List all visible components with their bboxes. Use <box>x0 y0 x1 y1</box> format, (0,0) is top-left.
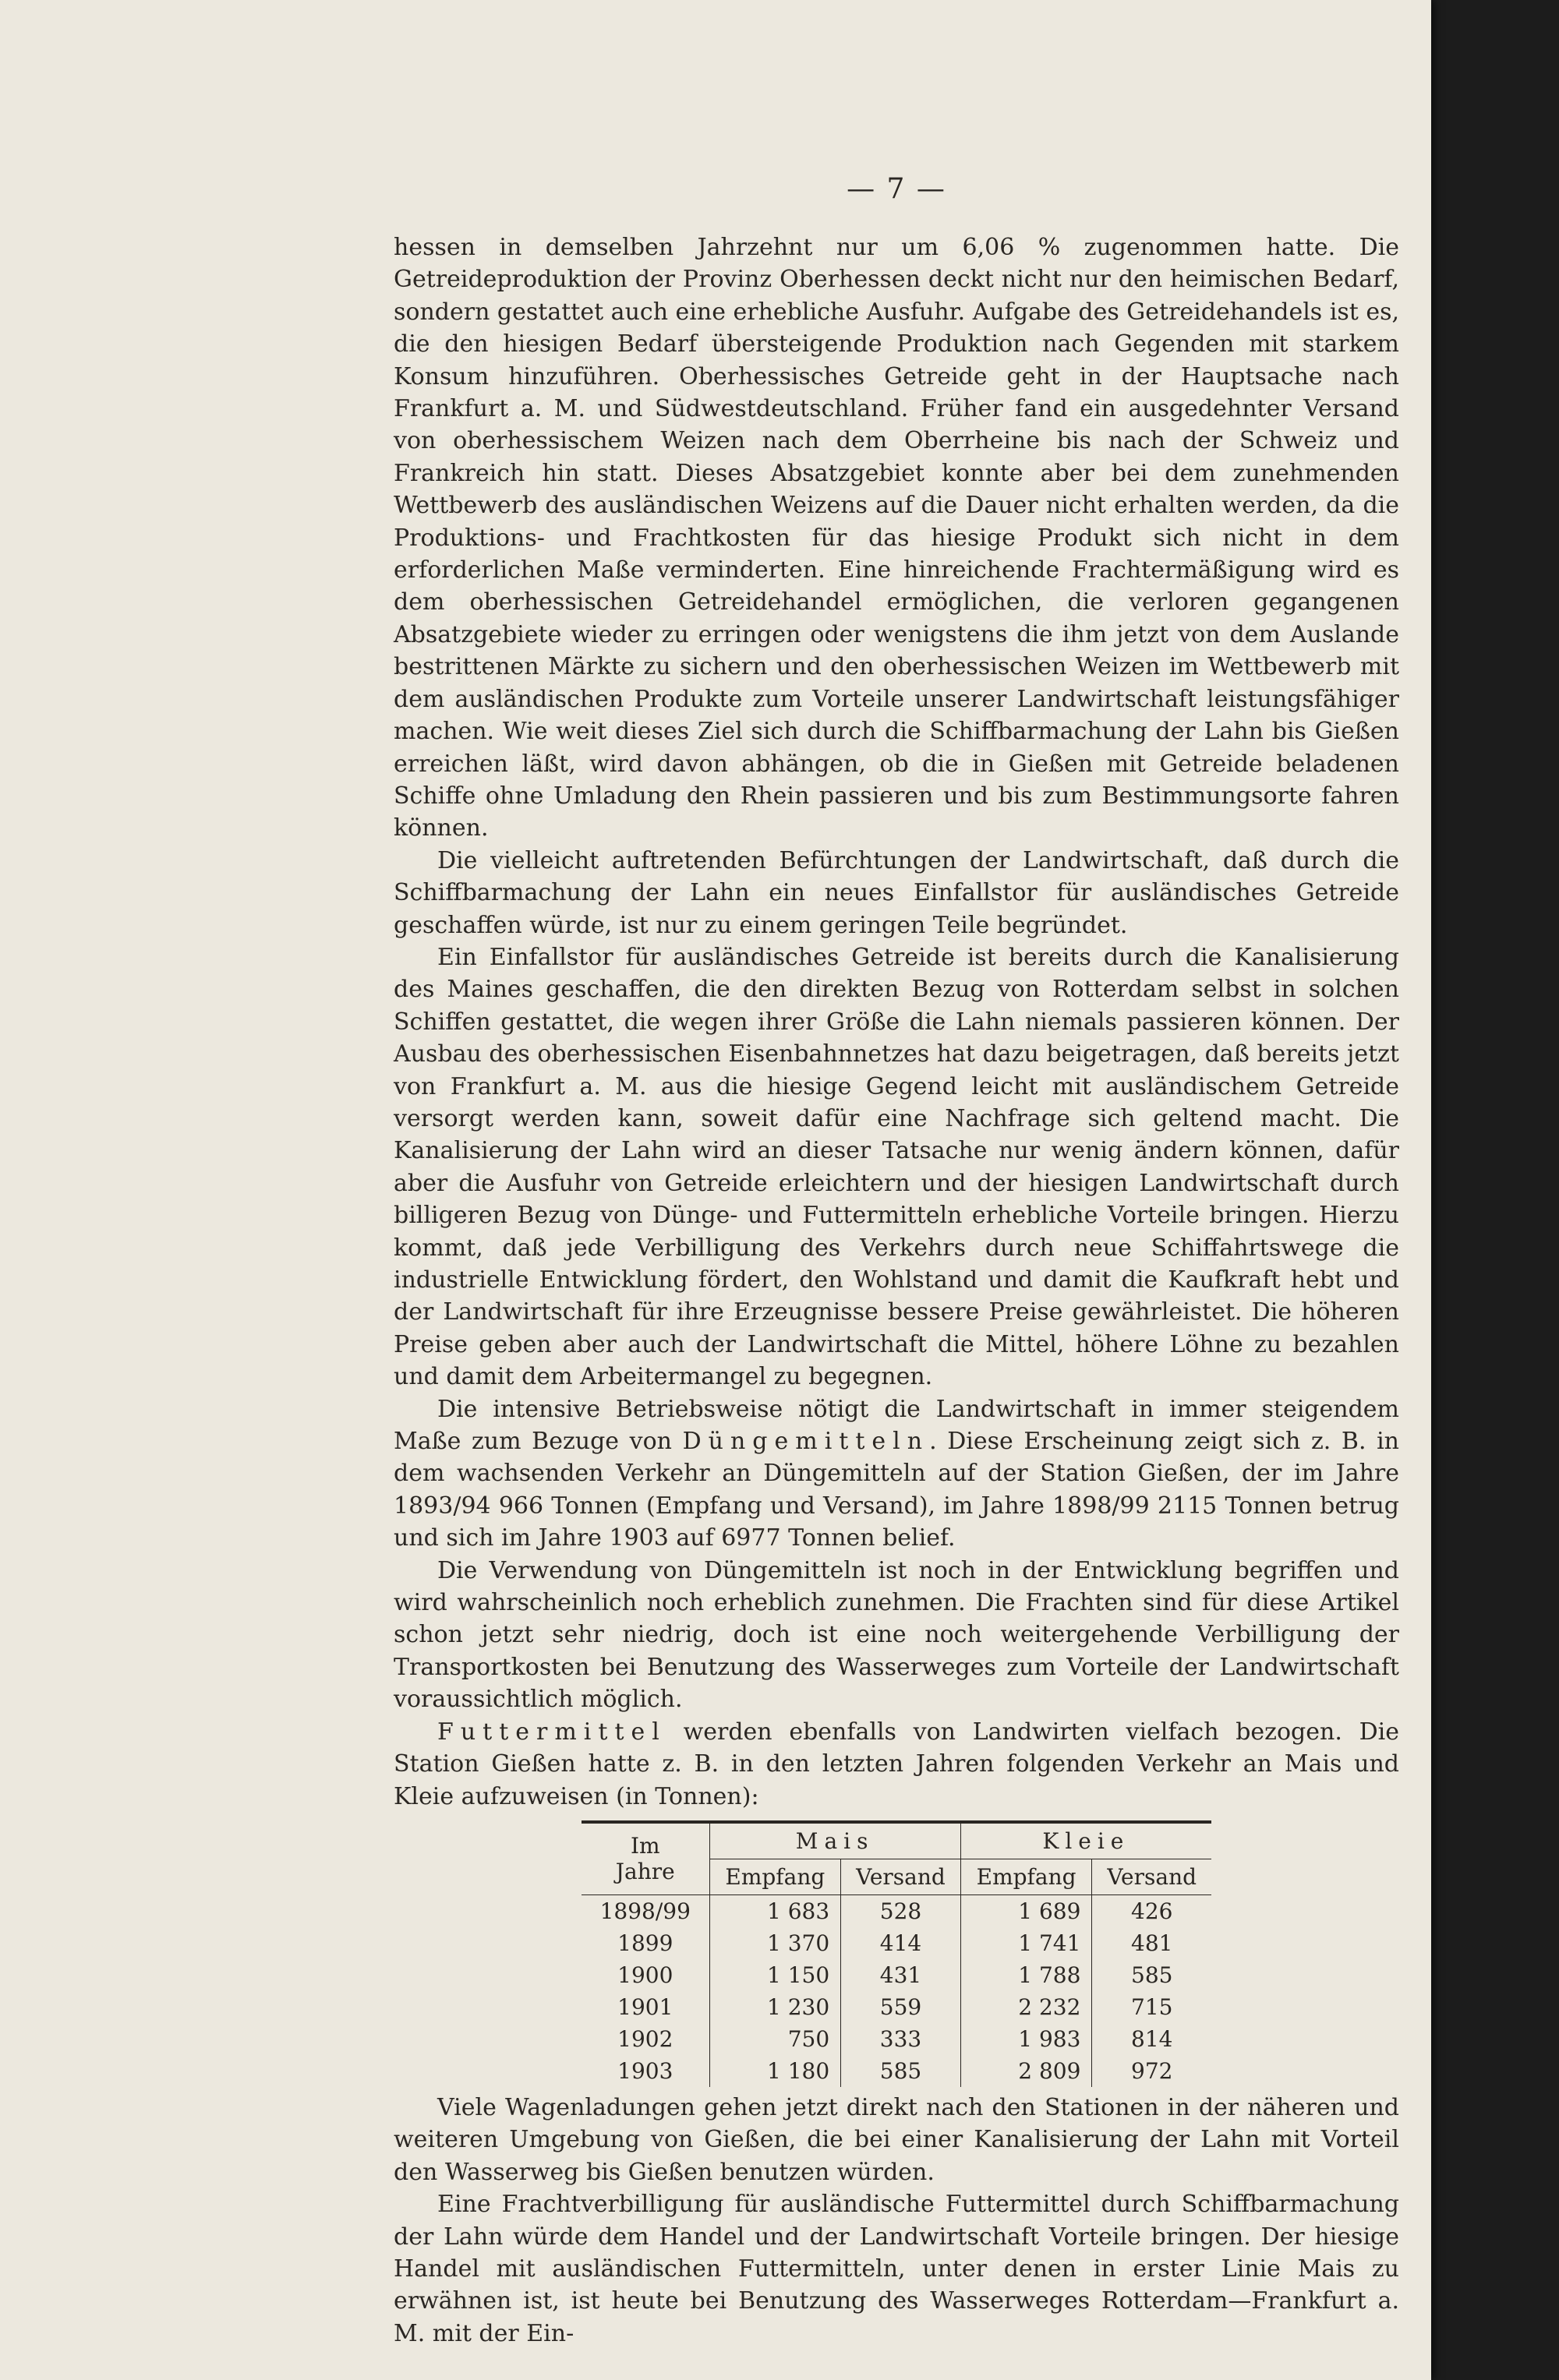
table-header-mais-empfang: Empfang <box>709 1859 841 1894</box>
table-row <box>582 1894 1211 1927</box>
table-row <box>582 1991 1211 2023</box>
paragraph-grain-production: hessen in demselben Jahrzehnt nur um 6,06 % zugenommen hatte. Die Getreideproduktion der Provinz Oberhessen deckt nicht nur den heimischen Bedarf, sondern gestattet auch eine erhebliche Ausfuhr. Aufgabe des Getreidehandels ist es, die den hiesigen Bedarf übersteigende Produktion nach Gegenden mit starkem Konsum hinzuführen. Oberhessisches Getreide geht in der Hauptsache nach Frankfurt a. M. und Südwestdeutschland. Früher fand ein ausgedehnter Versand von oberhessischem Weizen nach dem Oberrheine bis nach der Schweiz und Frankreich hin statt. Dieses Absatzgebiet konnte aber bei dem zunehmenden Wettbewerb des ausländischen Weizens auf die Dauer nicht erhalten werden, da die Produktions- und Frachtkosten für das hiesige Produkt sich nicht in dem erforderlichen Maße verminderten. Eine hinreichende Frachtermäßigung wird es dem oberhessischen Getreidehandel ermöglichen, die verloren gegangenen Absatzgebiete wieder zu erringen oder wenigstens die ihm jetzt von dem Auslande bestrittenen Märkte zu sichern und den oberhessischen Weizen im Wettbewerb mit dem ausländischen Produkte zum Vorteile unserer Landwirtschaft leistungsfähiger machen. Wie weit dieses Ziel sich durch die Schiffbarmachung der Lahn bis Gießen erreichen läßt, wird davon abhängen, ob die in Gießen mit Getreide beladenen Schiffe ohne Umladung den Rhein passieren und bis zum Bestimmungsorte fahren können. <box>394 234 1399 842</box>
cell-year: 1901 <box>582 1991 709 2023</box>
cell-kleie-versand: 481 <box>1131 1930 1173 1956</box>
cell-kleie-versand: 426 <box>1131 1898 1173 1924</box>
cell-kleie-empfang: 2 232 <box>960 1991 1092 2023</box>
cell-kleie-empfang: 2 809 <box>960 2055 1092 2087</box>
cell-mais-versand: 528 <box>841 1894 961 1927</box>
cell-kleie-empfang: 1 741 <box>960 1927 1092 1959</box>
year-header-line1: Im <box>630 1833 660 1859</box>
cell-year: 1903 <box>582 2055 709 2087</box>
fertilizer-term: Düngemitteln <box>682 1428 930 1456</box>
feed-text-after: werden ebenfalls von Landwirten vielfach bezogen. Die Station Gießen hatte z. B. in den letzten Jahren folgenden Verkehr an Mais und Kleie aufzuweisen (in Tonnen): <box>394 1718 1399 1810</box>
fertilizer-text-after: . Diese Erscheinung zeigt sich z. B. in dem wachsenden Verkehr an Düngemitteln auf der Station Gießen, der im Jahre 1893/94 966 Tonnen (Empfang und Versand), im Jahre 1898/99 2115 Tonnen betrug und sich im Jahre 1903 auf 6977 Tonnen belief. <box>394 1428 1399 1552</box>
table-row <box>582 1959 1211 1991</box>
feed-term: Futtermittel <box>437 1718 666 1746</box>
cell-mais-versand: 559 <box>841 1991 961 2023</box>
table-header-kleie-empfang: Empfang <box>960 1859 1092 1894</box>
cell-mais-versand: 333 <box>841 2023 961 2055</box>
cell-mais-empfang: 1 683 <box>709 1894 841 1927</box>
cell-mais-empfang: 1 230 <box>709 1991 841 2023</box>
page-content <box>394 173 1399 2350</box>
table-year-header <box>582 1822 709 1895</box>
fertilizer-text-before: Die intensive Betriebsweise nötigt die Landwirtschaft in immer steigendem Maße zum Bezuge von <box>394 1395 1399 1456</box>
table-header-mais-versand: Versand <box>841 1859 961 1894</box>
cell-mais-versand: 585 <box>841 2055 961 2087</box>
table-header-kleie-versand: Versand <box>1092 1859 1211 1894</box>
cell-mais-empfang: 1 150 <box>709 1959 841 1991</box>
cell-mais-versand: 414 <box>841 1927 961 1959</box>
cell-kleie-empfang: 1 689 <box>960 1894 1092 1927</box>
cell-kleie-empfang: 1 788 <box>960 1959 1092 1991</box>
cell-mais-empfang: 750 <box>709 2023 841 2055</box>
cell-year: 1902 <box>582 2023 709 2055</box>
page-number: — 7 — <box>847 173 946 205</box>
cell-kleie-versand: 585 <box>1131 1962 1173 1988</box>
cell-kleie-versand: 972 <box>1131 2057 1173 2084</box>
cell-mais-empfang: 1 370 <box>709 1927 841 1959</box>
table-row <box>582 2055 1211 2087</box>
paragraph-wagonloads: Viele Wagenladungen gehen jetzt direkt nach den Stationen in der näheren und weiteren Umgebung von Gießen, die bei einer Kanalisierung der Lahn mit Vorteil den Wasserweg bis Gießen benutzen würden. <box>394 2093 1399 2186</box>
cell-kleie-empfang: 1 983 <box>960 2023 1092 2055</box>
year-header-line2: Jahre <box>615 1859 675 1885</box>
cell-kleie-versand: 814 <box>1131 2025 1173 2052</box>
paragraph-feed <box>394 1716 1399 1813</box>
paragraph-freight-reduction: Eine Frachtverbilligung für ausländische Futtermittel durch Schiffbarmachung der Lahn würde dem Handel und der Landwirtschaft Vorteile bringen. Der hiesige Handel mit ausländischen Futtermitteln, unter denen in erster Linie Mais zu erwähnen ist, ist heute bei Benutzung des Wasserweges Rotterdam—Frankfurt a. M. mit der Ein- <box>394 2191 1399 2347</box>
paragraph-concerns: Die vielleicht auftretenden Befürchtungen der Landwirtschaft, daß durch die Schiffbarmachung der Lahn ein neues Einfallstor für ausländisches Getreide geschaffen würde, ist nur zu einem geringen Teile begründet. <box>394 846 1399 939</box>
cell-mais-versand: 431 <box>841 1959 961 1991</box>
cell-kleie-versand: 715 <box>1131 1993 1173 2020</box>
table-row <box>582 1927 1211 1959</box>
table-row <box>582 2023 1211 2055</box>
traffic-table <box>582 1820 1211 2087</box>
table-group-mais: Mais <box>709 1822 960 1859</box>
paragraph-fertilizer <box>394 1393 1399 1555</box>
cell-year: 1898/99 <box>582 1894 709 1927</box>
paragraph-main-canal: Ein Einfallstor für ausländisches Getreide ist bereits durch die Kanalisierung des Maines geschaffen, die den direkten Bezug von Rotterdam selbst in solchen Schiffen gestattet, die wegen ihrer Größe die Lahn niemals passieren können. Der Ausbau des oberhessischen Eisenbahnnetzes hat dazu beigetragen, daß bereits jetzt von Frankfurt a. M. aus die hiesige Gegend leicht mit ausländischem Getreide versorgt werden kann, soweit dafür eine Nachfrage sich geltend macht. Die Kanalisierung der Lahn wird an dieser Tatsache nur wenig ändern können, dafür aber die Ausfuhr von Getreide erleichtern und der hiesigen Landwirtschaft durch billigeren Bezug von Dünge- und Futtermitteln erhebliche Vorteile bringen. Hierzu kommt, daß jede Verbilligung des Verkehrs durch neue Schiffahrtswege die industrielle Entwicklung fördert, den Wohlstand und damit die Kaufkraft hebt und der Landwirtschaft für ihre Erzeugnisse bessere Preise gewährleistet. Die höheren Preise geben aber auch der Landwirtschaft die Mittel, höhere Löhne zu bezahlen und damit dem Arbeitermangel zu begegnen. <box>394 943 1399 1391</box>
cell-year: 1899 <box>582 1927 709 1959</box>
paragraph-fertilizer-usage: Die Verwendung von Düngemitteln ist noch in der Entwicklung begriffen und wird wahrscheinlich noch erheblich zunehmen. Die Frachten sind für diese Artikel schon jetzt sehr niedrig, doch ist eine noch weitergehende Verbilligung der Transportkosten bei Benutzung des Wasserweges zum Vorteile der Landwirtschaft voraussichtlich möglich. <box>394 1556 1399 1714</box>
cell-mais-empfang: 1 180 <box>709 2055 841 2087</box>
cell-year: 1900 <box>582 1959 709 1991</box>
table-group-kleie: Kleie <box>960 1822 1211 1859</box>
